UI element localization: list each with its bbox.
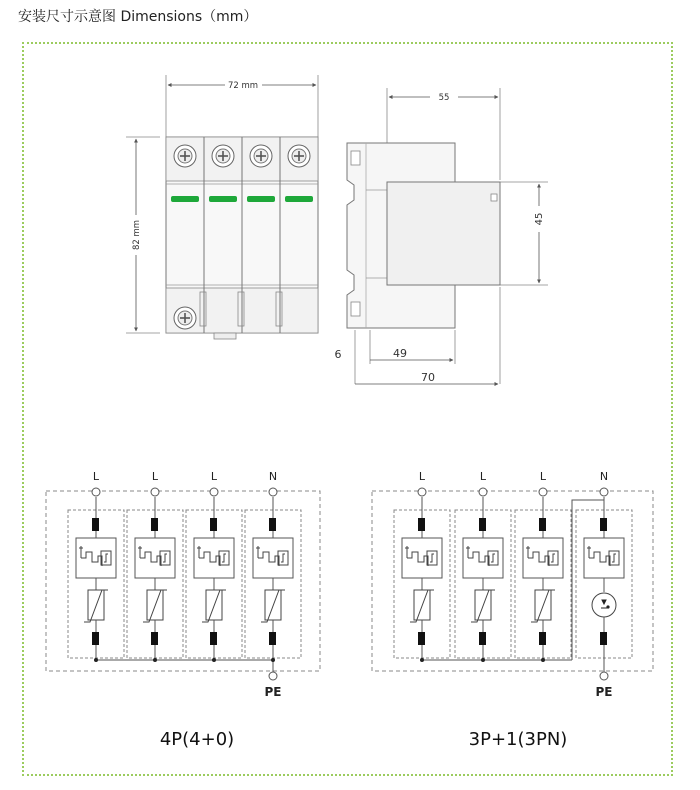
diagram-3p — [372, 470, 653, 750]
height-label: 82 mm — [132, 219, 142, 251]
terminal-screw-icon — [174, 307, 196, 329]
status-indicator — [171, 196, 199, 202]
terminal-label: L — [210, 470, 218, 483]
ground-label: PE — [595, 685, 613, 699]
width-label: 72 mm — [227, 81, 259, 91]
terminal-label: N — [268, 470, 278, 483]
status-indicator — [209, 196, 237, 202]
terminal-screw-icon — [250, 145, 272, 167]
caption-3p: 3P+1(3PN) — [468, 729, 568, 750]
device-front-housing — [387, 182, 500, 285]
terminal-label: L — [418, 470, 426, 483]
terminal-label: L — [92, 470, 100, 483]
terminal-screw-icon — [212, 145, 234, 167]
total-width-label: 70 — [421, 371, 435, 384]
terminal-label: L — [539, 470, 547, 483]
top-width-label: 55 — [438, 93, 450, 103]
inner-width-label: 49 — [393, 347, 407, 360]
diagram-4p — [46, 470, 320, 750]
caption-4p: 4P(4+0) — [159, 729, 235, 750]
terminal-screw-icon — [174, 145, 196, 167]
side-view — [335, 88, 549, 384]
front-view — [126, 75, 318, 339]
terminal-label: N — [599, 470, 609, 483]
page-title: 安装尺寸示意图 Dimensions（mm） — [18, 9, 258, 25]
status-indicator — [285, 196, 313, 202]
terminal-screw-icon — [288, 145, 310, 167]
ground-label: PE — [264, 685, 282, 699]
terminal-label: L — [151, 470, 159, 483]
status-indicator — [247, 196, 275, 202]
height-label: 45 — [534, 212, 545, 226]
terminal-label: L — [479, 470, 487, 483]
offset-label: 6 — [334, 348, 342, 361]
